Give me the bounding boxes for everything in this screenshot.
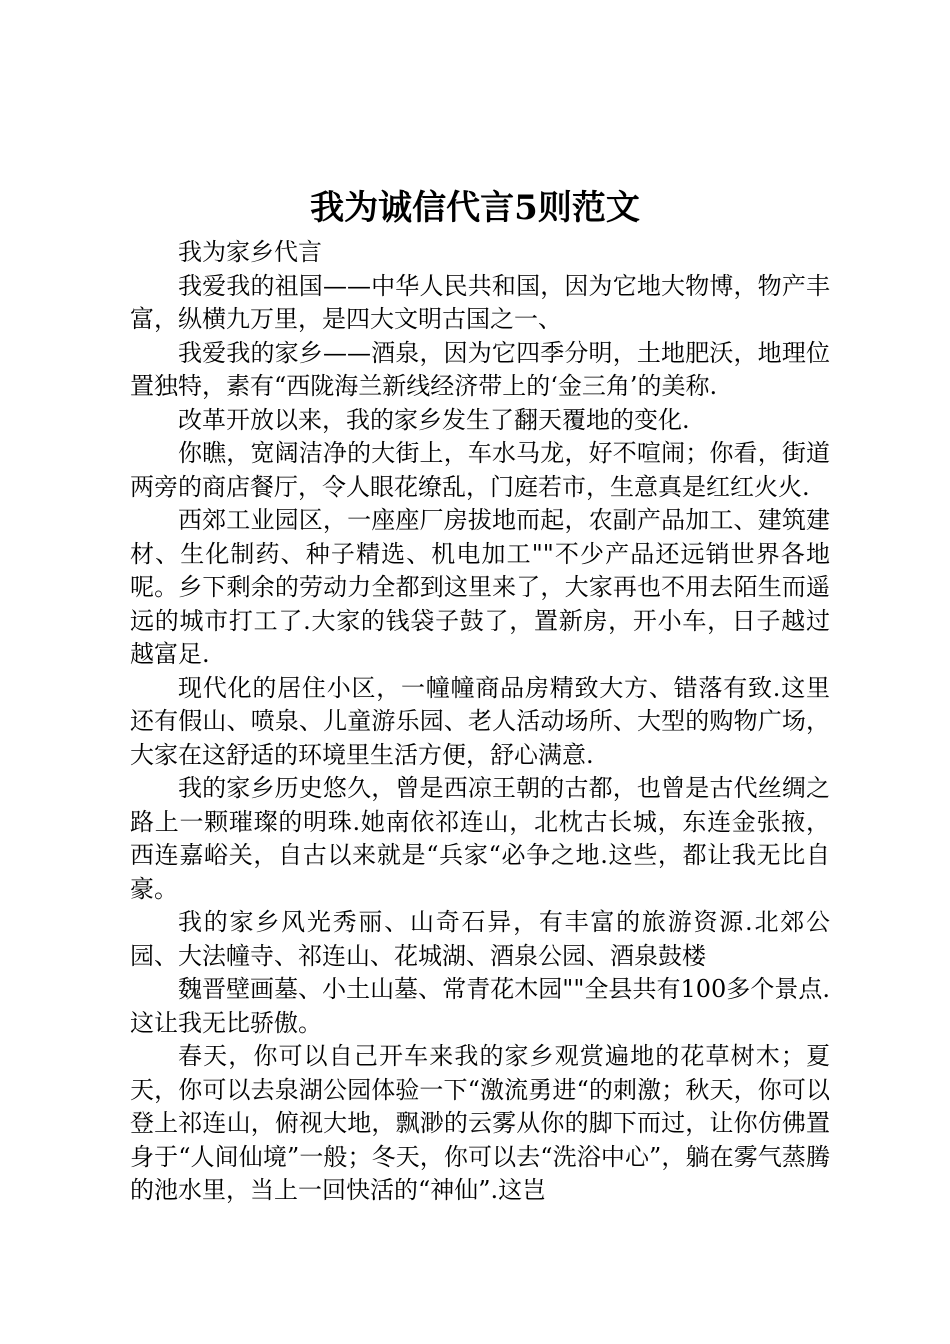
document-body	[130, 236, 830, 1208]
paragraph: 改革开放以来，我的家乡发生了翻天覆地的变化.	[178, 405, 690, 434]
paragraph: 我爱我的家乡——酒泉，因为它四季分明，土地肥沃，地理位置独特，素有“西陇海兰新线经济带上的‘金三角’的美称.	[130, 338, 830, 400]
paragraph: 西郊工业园区，一座座厂房拔地而起，农副产品加工、建筑建材、生化制药、种子精选、机电加工""不少产品还远销世界各地呢。乡下剩余的劳动力全都到这里来了，大家再也不用去陌生而遥远的城市打工了.大家的钱袋子鼓了，置新房，开小车，日子越过越富足.	[130, 506, 830, 668]
paragraph: 你瞧，宽阔洁净的大街上，车水马龙，好不喧闹；你看，街道两旁的商店餐厅，令人眼花缭乱，门庭若市，生意真是红红火火.	[130, 439, 830, 501]
paragraph: 我为家乡代言	[178, 238, 322, 266]
paragraph: 春天，你可以自己开车来我的家乡观赏遍地的花草树木；夏天，你可以去泉湖公园体验一下“激流勇进“的刺激；秋天，你可以登上祁连山，俯视大地，飘渺的云雾从你的脚下而过，让你仿佛置身于“人间仙境”一般；冬天，你可以去“洗浴中心”，躺在雾气蒸腾的池水里，当上一回快活的“神仙”.这岂	[130, 1042, 830, 1204]
paragraph: 我的家乡风光秀丽、山奇石异，有丰富的旅游资源.北郊公园、大法幢寺、祁连山、花城湖、酒泉公园、酒泉鼓楼	[130, 908, 830, 970]
paragraph: 魏晋壁画墓、小土山墓、常青花木园""全县共有100多个景点.这让我无比骄傲。	[130, 975, 830, 1037]
document-title: 我为诚信代言5则范文	[310, 188, 640, 228]
paragraph: 我爱我的祖国——中华人民共和国，因为它地大物博，物产丰富，纵横九万里，是四大文明古国之一、	[130, 271, 830, 333]
paragraph: 现代化的居住小区，一幢幢商品房精致大方、错落有致.这里还有假山、喷泉、儿童游乐园、老人活动场所、大型的购物广场，大家在这舒适的环境里生活方便，舒心满意.	[130, 673, 830, 769]
paragraph: 我的家乡历史悠久，曾是西凉王朝的古都，也曾是古代丝绸之路上一颗璀璨的明珠.她南依祁连山，北枕古长城，东连金张掖，西连嘉峪关，自古以来就是“兵家“必争之地.这些，都让我无比自豪。	[130, 774, 830, 903]
